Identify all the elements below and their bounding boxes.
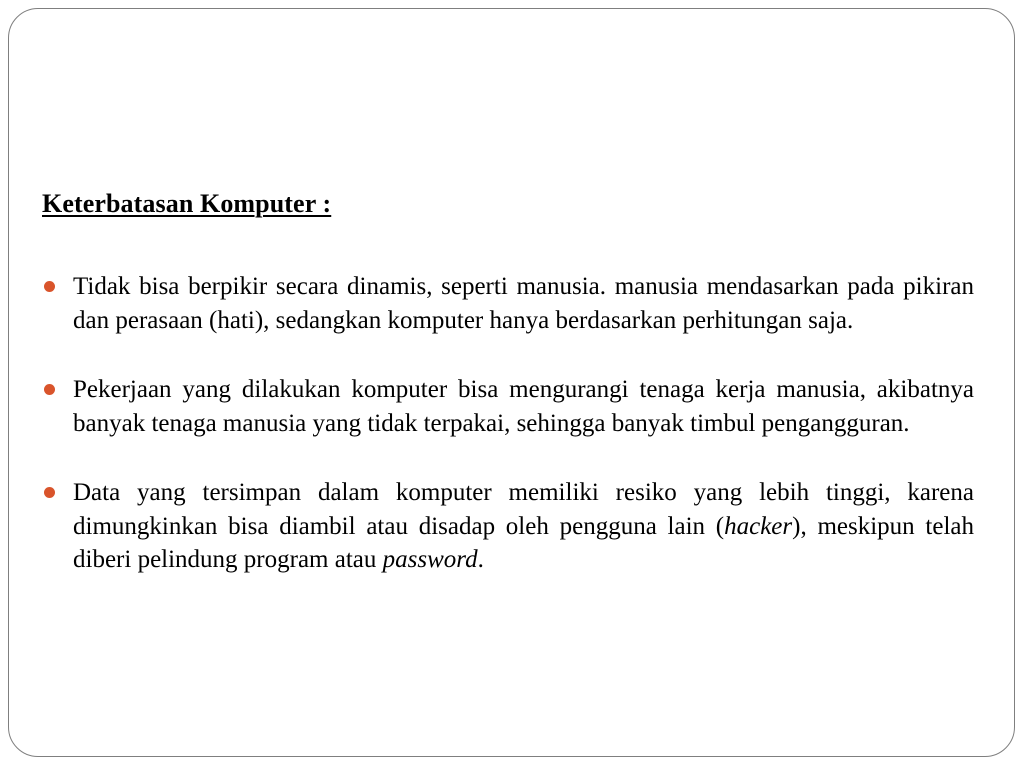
bullet-list bbox=[42, 270, 974, 613]
bullet-text-1: Tidak bisa berpikir secara dinamis, seperti manusia. manusia mendasarkan pada pikiran dan perasaan (hati), sedangkan komputer hanya berdasarkan perhitungan saja. bbox=[73, 273, 974, 334]
bullet-text-3-end: . bbox=[477, 546, 484, 573]
bullet-dot-icon bbox=[44, 384, 55, 395]
term-hacker: hacker bbox=[724, 512, 793, 540]
bullet-item-2 bbox=[42, 373, 974, 440]
bullet-text-3-middle: ), meskipun telah diberi pelindung program atau bbox=[73, 512, 974, 573]
slide-heading: Keterbatasan Komputer : bbox=[42, 189, 332, 218]
term-password: password bbox=[382, 546, 478, 573]
bullet-text-3-start: Data yang tersimpan dalam komputer memiliki resiko yang lebih tinggi, karena dimungkinkan bisa diambil atau disadap oleh pengguna lain ( bbox=[73, 479, 974, 540]
bullet-dot-icon bbox=[44, 281, 55, 292]
bullet-dot-icon bbox=[44, 487, 55, 498]
bullet-text-2: Pekerjaan yang dilakukan komputer bisa mengurangi tenaga kerja manusia, akibatnya banyak tenaga manusia yang tidak terpakai, sehingga banyak timbul pengangguran. bbox=[73, 376, 974, 437]
bullet-text-3 bbox=[73, 479, 974, 573]
bullet-item-1 bbox=[42, 270, 974, 337]
bullet-item-3 bbox=[42, 476, 974, 577]
